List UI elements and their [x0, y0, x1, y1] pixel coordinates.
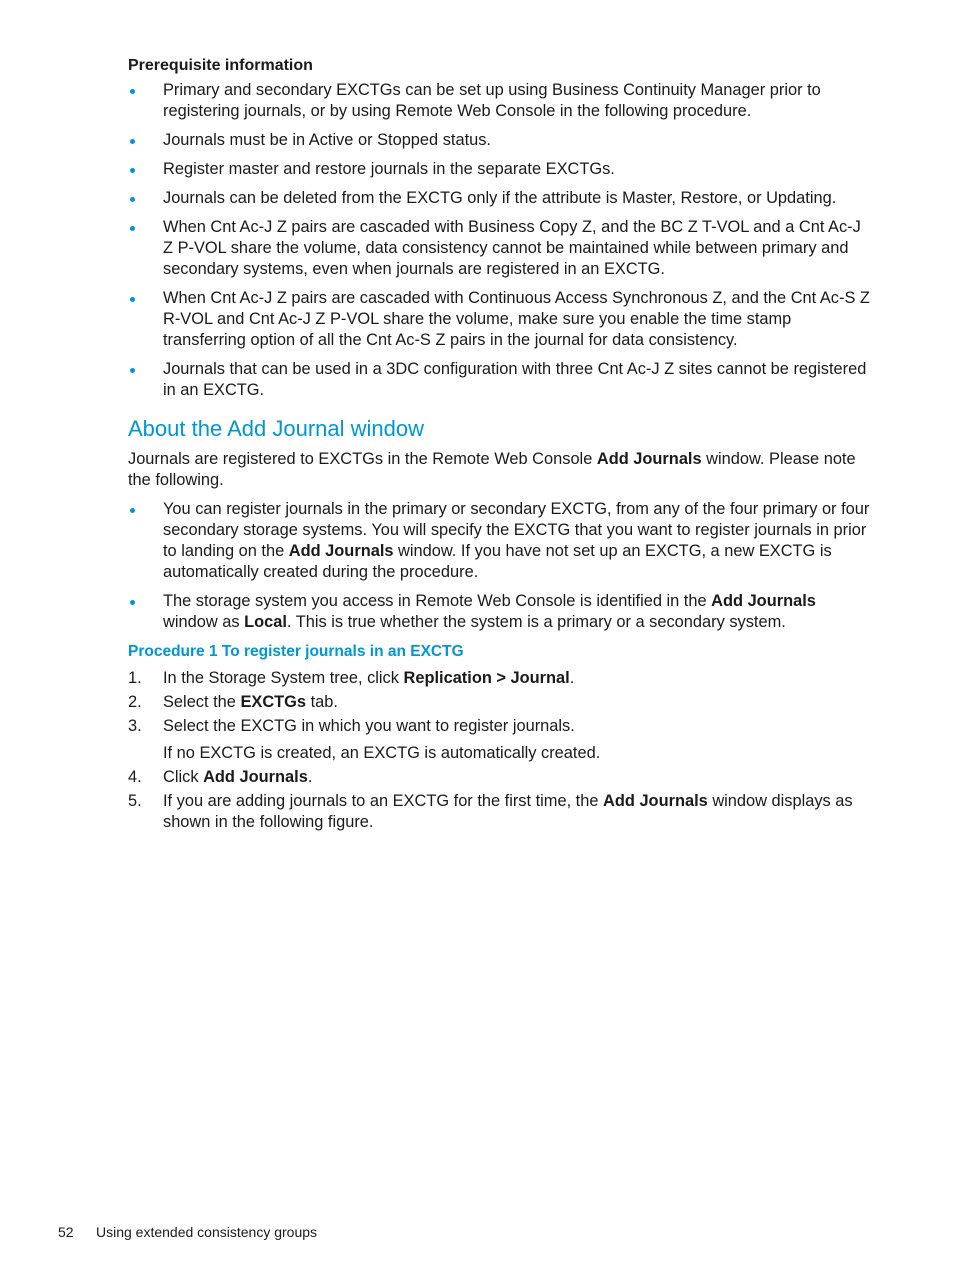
list-item: Journals can be deleted from the EXCTG only if the attribute is Master, Restore, or Updating.: [128, 188, 873, 209]
list-item: You can register journals in the primary or secondary EXCTG, from any of the four primary or four secondary storage systems. You will specify the EXCTG that you want to register journals in prior to landing on the Add Journals window. If you have not set up an EXCTG, a new EXCTG is automatically created during the procedure.: [128, 499, 873, 583]
step-number: 5.: [128, 792, 142, 810]
procedure-steps: [128, 668, 873, 833]
bullet-icon: [130, 368, 135, 373]
bullet-icon: [130, 197, 135, 202]
bullet-icon: [130, 168, 135, 173]
step-item: 4. Click Add Journals.: [128, 768, 313, 786]
list-item: When Cnt Ac-J Z pairs are cascaded with Continuous Access Synchronous Z, and the Cnt Ac-S Z R-VOL and Cnt Ac-J Z P-VOL share the volume, make sure you enable the time stamp transferring option of all the Cnt Ac-S Z pairs in the journal for data consistency.: [128, 288, 873, 351]
step-note: If no EXCTG is created, an EXCTG is automatically created.: [163, 744, 601, 762]
section-list: [128, 499, 873, 633]
list-item: The storage system you access in Remote Web Console is identified in the Add Journals window as Local. This is true whether the system is a primary or a secondary system.: [128, 591, 873, 633]
bullet-icon: [130, 89, 135, 94]
procedure-title: Procedure 1 To register journals in an EXCTG: [128, 643, 464, 660]
step-item: 2. Select the EXCTGs tab.: [128, 693, 338, 711]
step-number: 2.: [128, 693, 142, 711]
step-item: 5. If you are adding journals to an EXCTG for the first time, the Add Journals window displays as shown in the following figure.: [128, 792, 853, 831]
bullet-icon: [130, 226, 135, 231]
bullet-icon: [130, 508, 135, 513]
prerequisite-list: [128, 80, 873, 401]
page-footer: [58, 1222, 317, 1242]
section-intro: Journals are registered to EXCTGs in the Remote Web Console Add Journals window. Please note the following.: [128, 450, 856, 489]
prerequisite-heading: Prerequisite information: [128, 57, 313, 74]
step-item: 3. Select the EXCTG in which you want to register journals. If no EXCTG is created, an EXCTG is automatically created.: [128, 716, 873, 764]
list-item: Journals must be in Active or Stopped status.: [128, 130, 873, 151]
step-number: 3.: [128, 717, 142, 735]
step-item: 1. In the Storage System tree, click Replication > Journal.: [128, 669, 575, 687]
list-item: Primary and secondary EXCTGs can be set up using Business Continuity Manager prior to registering journals, or by using Remote Web Console in the following procedure.: [128, 80, 873, 122]
bullet-icon: [130, 297, 135, 302]
page-content: [128, 54, 873, 836]
page-number: 52: [58, 1224, 74, 1240]
list-item: Register master and restore journals in the separate EXCTGs.: [128, 159, 873, 180]
bullet-icon: [130, 600, 135, 605]
step-number: 1.: [128, 669, 142, 687]
bullet-icon: [130, 139, 135, 144]
list-item: When Cnt Ac-J Z pairs are cascaded with Business Copy Z, and the BC Z T-VOL and a Cnt Ac-J Z P-VOL share the volume, data consistency cannot be maintained while between primary and secondary systems, even when journals are registered in an EXCTG.: [128, 217, 873, 280]
list-item: Journals that can be used in a 3DC configuration with three Cnt Ac-J Z sites cannot be registered in an EXCTG.: [128, 359, 873, 401]
section-title: About the Add Journal window: [128, 416, 424, 441]
chapter-title: Using extended consistency groups: [96, 1224, 318, 1240]
step-number: 4.: [128, 768, 142, 786]
